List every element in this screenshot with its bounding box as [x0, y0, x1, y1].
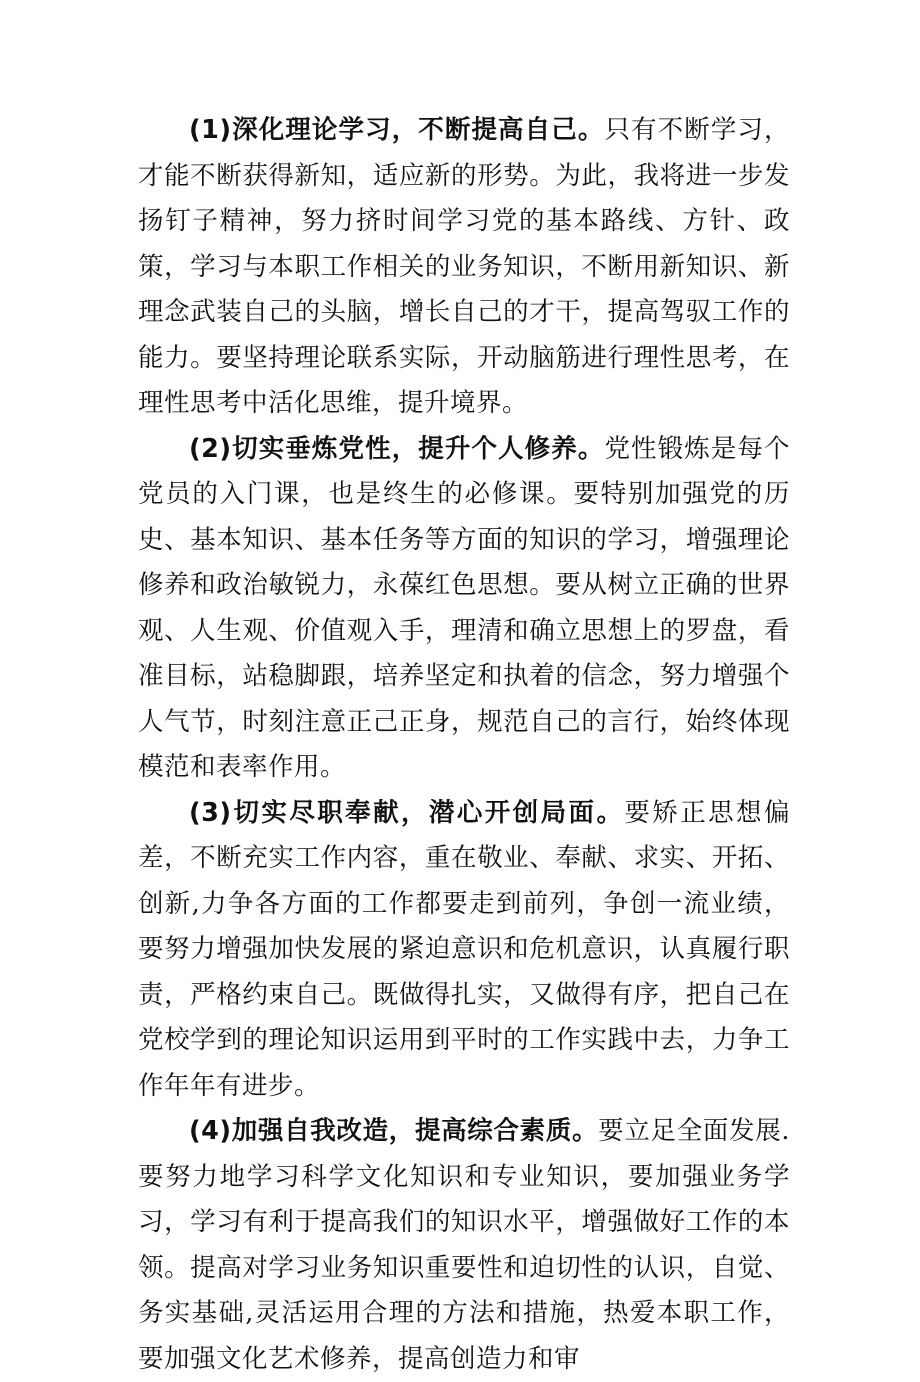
paragraph-3: [138, 791, 790, 1110]
paragraph-1-body: 只有不断学习，才能不断获得新知，适应新的形势。为此，我将进一步发扬钉子精神，努力挤时间学习党的基本路线、方针、政策，学习与本职工作相关的业务知识，不断用新知识、新理念武装自己的头脑，增长自己的才干，提高驾驭工作的能力。要坚持理论联系实际，开动脑筋进行理性思考，在理性思考中活化思维，提升境界。: [138, 115, 790, 418]
paragraph-4-heading: (4)加强自我改造，提高综合素质。: [189, 1116, 599, 1146]
paragraph-2-heading: (2)切实垂炼党性，提升个人修养。: [189, 433, 605, 464]
paragraph-1: [138, 108, 790, 427]
paragraph-2-body: 党性锻炼是每个党员的入门课，也是终生的必修课。要特别加强党的历史、基本知识、基本任务等方面的知识的学习，增强理论修养和政治敏锐力，永葆红色思想。要从树立正确的世界观、人生观、价值观入手，理清和确立思想上的罗盘，看准目标，站稳脚跟，培养坚定和执着的信念，努力增强个人气节，时刻注意正己正身，规范自己的言行，始终体现模范和表率作用。: [138, 433, 790, 782]
document-page: [138, 108, 790, 1382]
paragraph-3-heading: (3)切实尽职奉献，潜心开创局面。: [189, 797, 625, 828]
paragraph-2: [138, 427, 790, 791]
paragraph-3-body: 要矫正思想偏差，不断充实工作内容，重在敬业、奉献、求实、开拓、创新,力争各方面的工作都要走到前列，争创一流业绩，要努力增强加快发展的紧迫意识和危机意识，认真履行职责，严格约束自己。既做得扎实，又做得有序，把自己在党校学到的理论知识运用到平时的工作实践中去，力争工作年年有进步。: [138, 797, 790, 1101]
paragraph-4-body: 要立足全面发展.要努力地学习科学文化知识和专业知识，要加强业务学习，学习有利于提高我们的知识水平，增强做好工作的本领。提高对学习业务知识重要性和迫切性的认识，自觉、务实基础,灵活运用合理的方法和措施，热爱本职工作，要加强文化艺术修养，提高创造力和审: [138, 1116, 790, 1374]
paragraph-1-heading: (1)深化理论学习，不断提高自己。: [189, 115, 605, 145]
paragraph-4: [138, 1109, 790, 1382]
